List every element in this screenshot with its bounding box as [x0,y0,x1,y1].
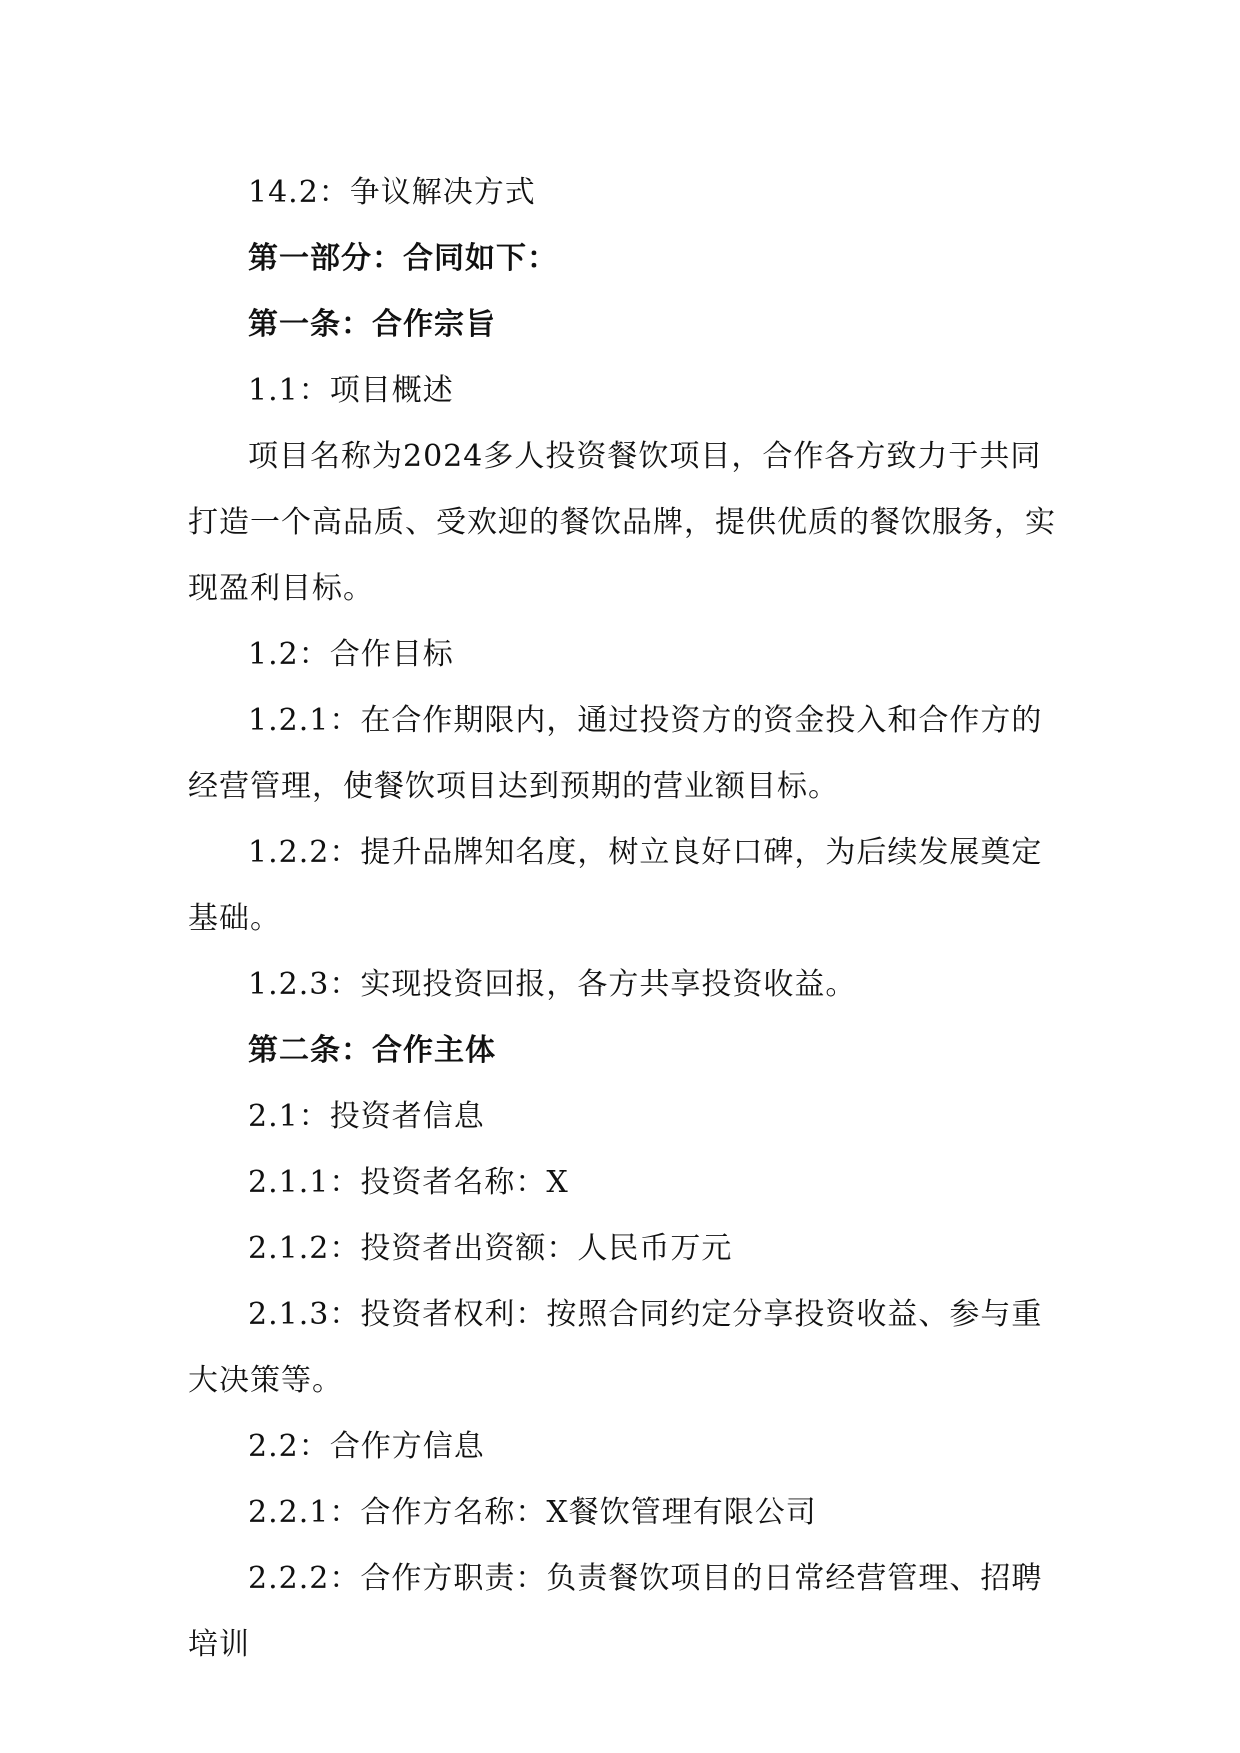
section-2-1-1: 2.1.1：投资者名称：X [248,1165,569,1200]
article-two-heading: 第二条：合作主体 [248,1033,496,1068]
project-description: 项目名称为2024多人投资餐饮项目，合作各方致力于共同打造一个高品质、受欢迎的餐饮品牌，提供优质的餐饮服务，实现盈利目标。 [188,439,1056,606]
section-1-2-1: 1.2.1：在合作期限内，通过投资方的资金投入和合作方的经营管理，使餐饮项目达到预期的营业额目标。 [188,703,1043,804]
section-2-1-3: 2.1.3：投资者权利：按照合同约定分享投资收益、参与重大决策等。 [188,1297,1043,1398]
section-2-2-1: 2.2.1：合作方名称：X餐饮管理有限公司 [248,1495,817,1530]
section-2-1-2: 2.1.2：投资者出资额：人民币万元 [248,1231,733,1266]
section-1-1: 1.1：项目概述 [248,373,454,408]
document-body [188,160,1058,1678]
article-one-heading: 第一条：合作宗旨 [248,307,496,342]
section-14-2: 14.2：争议解决方式 [248,175,536,210]
section-2-1: 2.1：投资者信息 [248,1099,485,1134]
section-2-2-2: 2.2.2：合作方职责：负责餐饮项目的日常经营管理、招聘培训 [188,1561,1043,1662]
section-2-2: 2.2：合作方信息 [248,1429,485,1464]
part-one-heading: 第一部分：合同如下： [248,241,558,276]
section-1-2-3: 1.2.3：实现投资回报，各方共享投资收益。 [248,967,857,1002]
section-1-2-2: 1.2.2：提升品牌知名度，树立良好口碑，为后续发展奠定基础。 [188,835,1043,936]
section-1-2: 1.2：合作目标 [248,637,454,672]
